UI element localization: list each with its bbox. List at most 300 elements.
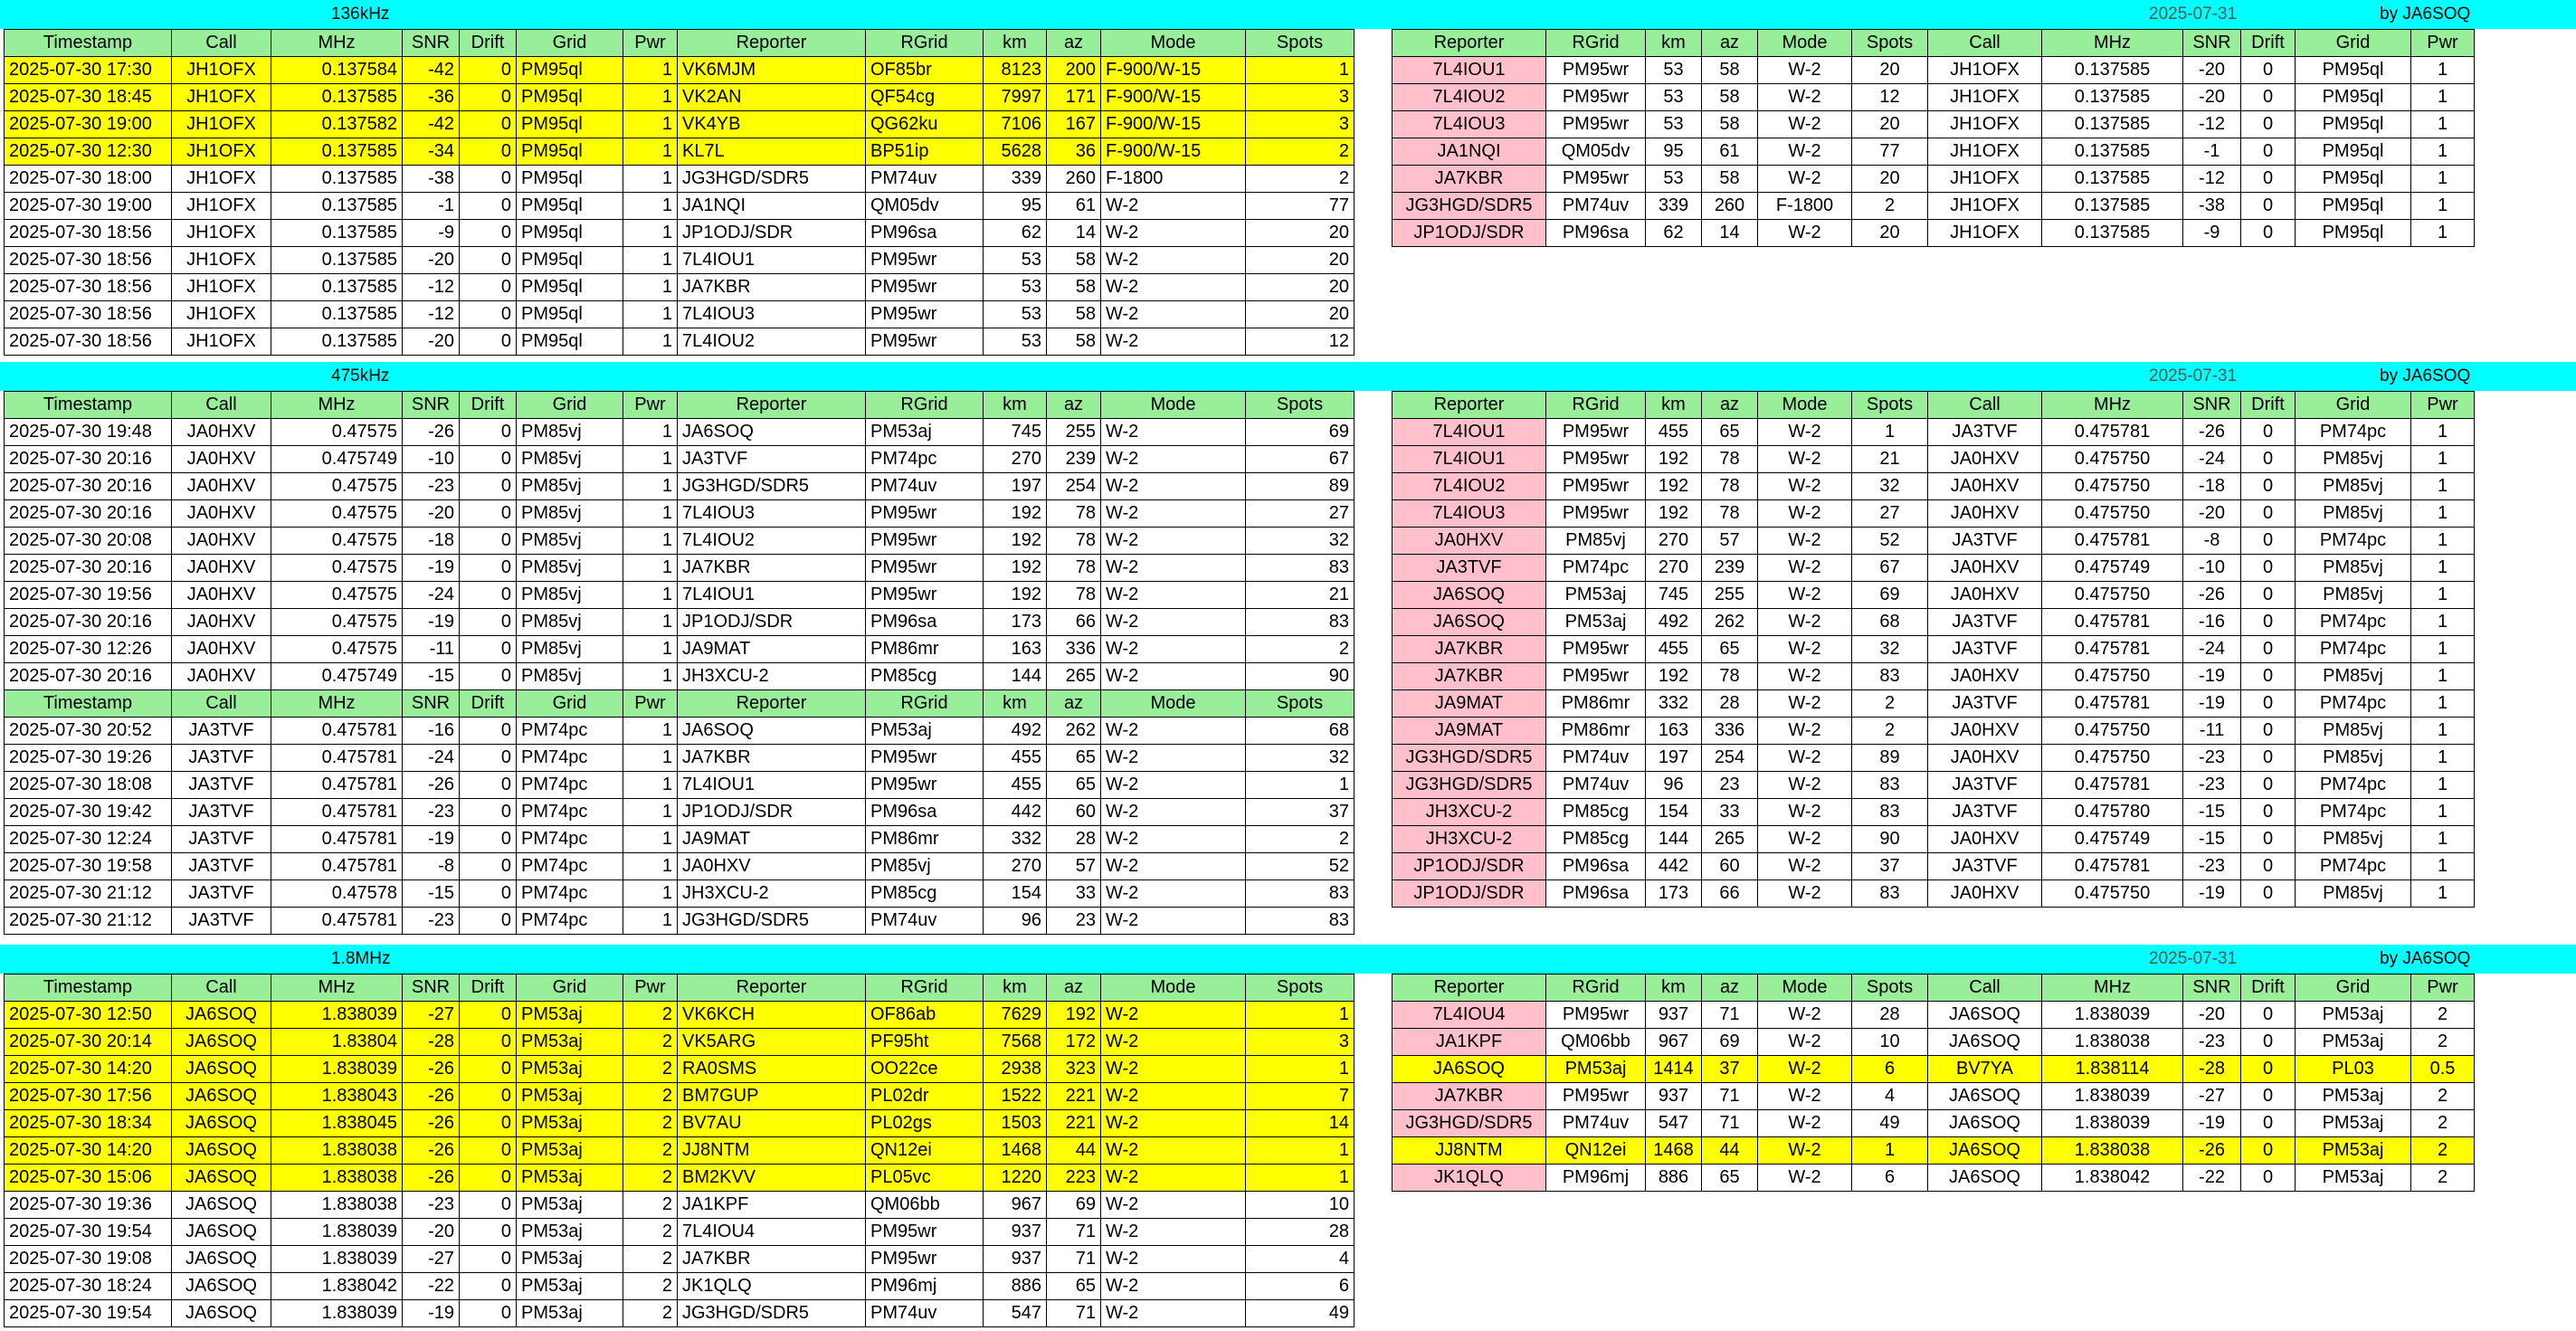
spot-row[interactable] <box>5 274 1355 301</box>
cell-call: JA3TVF <box>172 745 271 772</box>
cell-km: 154 <box>1646 799 1702 826</box>
reporter-row[interactable] <box>1393 473 2475 500</box>
cell-spots: 10 <box>1246 1192 1355 1219</box>
column-header-mhz: MHz <box>271 30 403 57</box>
cell-km: 144 <box>984 663 1047 690</box>
reporter-row[interactable] <box>1393 1002 2475 1029</box>
reporter-row[interactable] <box>1393 772 2475 799</box>
cell-rgrid: QM06bb <box>866 1192 984 1219</box>
cell-km: 332 <box>984 826 1047 853</box>
reporter-row[interactable] <box>1393 1056 2475 1083</box>
cell-pwr: 1 <box>623 772 678 799</box>
spot-row[interactable] <box>5 1165 1355 1192</box>
cell-mode: W-2 <box>1758 1029 1852 1056</box>
cell-az: 44 <box>1702 1137 1758 1165</box>
cell-az: 239 <box>1702 555 1758 582</box>
reporter-row[interactable] <box>1393 609 2475 636</box>
spot-row[interactable] <box>5 1300 1355 1327</box>
cell-reporter: 7L4IOU3 <box>1393 111 1546 138</box>
spot-row[interactable] <box>5 853 1355 880</box>
spot-row[interactable] <box>5 555 1355 582</box>
cell-drift: 0 <box>460 57 517 84</box>
cell-az: 71 <box>1047 1300 1101 1327</box>
cell-grid: PM85vj <box>517 446 623 473</box>
cell-snr: -11 <box>2183 718 2241 745</box>
column-header-drift: Drift <box>2241 30 2296 57</box>
cell-pwr: 1 <box>623 636 678 663</box>
cell-drift: 0 <box>460 446 517 473</box>
cell-timestamp: 2025-07-30 19:58 <box>5 853 172 880</box>
cell-call: JA6SOQ <box>172 1137 271 1165</box>
column-header-rgrid: RGrid <box>1546 392 1646 419</box>
cell-drift: 0 <box>2241 1165 2296 1192</box>
cell-grid: PM53aj <box>2296 1029 2411 1056</box>
cell-drift: 0 <box>460 1192 517 1219</box>
cell-spots: 32 <box>1852 473 1928 500</box>
cell-call: JA0HXV <box>1928 718 2042 745</box>
cell-grid: PM53aj <box>2296 1165 2411 1192</box>
cell-reporter: JA1KPF <box>678 1192 866 1219</box>
cell-mhz: 1.838042 <box>2042 1165 2183 1192</box>
cell-reporter: JH3XCU-2 <box>678 880 866 908</box>
column-header-az: az <box>1047 690 1101 718</box>
cell-pwr: 2 <box>2411 1002 2475 1029</box>
cell-rgrid: PM85vj <box>1546 528 1646 555</box>
cell-drift: 0 <box>2241 1137 2296 1165</box>
cell-call: JH1OFX <box>172 247 271 274</box>
cell-spots: 52 <box>1852 528 1928 555</box>
cell-call: JA0HXV <box>172 500 271 528</box>
cell-km: 5628 <box>984 138 1047 166</box>
spot-row[interactable] <box>5 1056 1355 1083</box>
cell-call: JA6SOQ <box>1928 1083 2042 1110</box>
cell-az: 28 <box>1047 826 1101 853</box>
reporter-row[interactable] <box>1393 636 2475 663</box>
cell-spots: 20 <box>1246 274 1355 301</box>
reporter-row[interactable] <box>1393 826 2475 853</box>
cell-rgrid: PM95wr <box>1546 446 1646 473</box>
cell-km: 937 <box>1646 1083 1702 1110</box>
cell-grid: PM74pc <box>517 880 623 908</box>
cell-call: JA0HXV <box>172 636 271 663</box>
column-header-grid: Grid <box>2296 974 2411 1002</box>
reporter-row[interactable] <box>1393 1165 2475 1192</box>
cell-mhz: 1.838038 <box>271 1192 403 1219</box>
spot-row[interactable] <box>5 1137 1355 1165</box>
cell-grid: PM95ql <box>2296 220 2411 247</box>
cell-rgrid: PM95wr <box>866 301 984 328</box>
spot-row[interactable] <box>5 1083 1355 1110</box>
spot-row[interactable] <box>5 772 1355 799</box>
cell-reporter: 7L4IOU2 <box>1393 84 1546 111</box>
cell-pwr: 0.5 <box>2411 1056 2475 1083</box>
reporter-row[interactable] <box>1393 166 2475 193</box>
cell-pwr: 2 <box>2411 1165 2475 1192</box>
spot-row[interactable] <box>5 609 1355 636</box>
cell-km: 53 <box>984 301 1047 328</box>
cell-mhz: 0.475750 <box>2042 880 2183 908</box>
cell-pwr: 2 <box>2411 1083 2475 1110</box>
cell-reporter: JA6SOQ <box>1393 582 1546 609</box>
cell-drift: 0 <box>460 473 517 500</box>
cell-km: 937 <box>984 1219 1047 1246</box>
cell-spots: 1 <box>1246 1056 1355 1083</box>
cell-grid: PM95ql <box>2296 193 2411 220</box>
cell-snr: -9 <box>403 220 460 247</box>
cell-spots: 2 <box>1852 718 1928 745</box>
cell-mode: W-2 <box>1101 609 1246 636</box>
cell-pwr: 1 <box>2411 166 2475 193</box>
cell-grid: PM53aj <box>517 1137 623 1165</box>
spot-row[interactable] <box>5 193 1355 220</box>
reporter-row[interactable] <box>1393 1137 2475 1165</box>
cell-km: 163 <box>984 636 1047 663</box>
cell-az: 71 <box>1702 1002 1758 1029</box>
cell-pwr: 1 <box>623 609 678 636</box>
cell-az: 44 <box>1047 1137 1101 1165</box>
cell-az: 65 <box>1047 1273 1101 1300</box>
cell-rgrid: PM85cg <box>1546 799 1646 826</box>
cell-drift: 0 <box>2241 1056 2296 1083</box>
spot-row[interactable] <box>5 328 1355 356</box>
spot-row[interactable] <box>5 220 1355 247</box>
cell-mode: W-2 <box>1758 1165 1852 1192</box>
cell-km: 192 <box>984 500 1047 528</box>
column-header-grid: Grid <box>517 30 623 57</box>
cell-mhz: 0.475781 <box>271 745 403 772</box>
cell-rgrid: PM95wr <box>866 328 984 356</box>
cell-mhz: 1.838038 <box>2042 1029 2183 1056</box>
cell-mode: W-2 <box>1101 1300 1246 1327</box>
cell-km: 492 <box>1646 609 1702 636</box>
spot-row[interactable] <box>5 1029 1355 1056</box>
column-header-mode: Mode <box>1758 974 1852 1002</box>
cell-km: 1220 <box>984 1165 1047 1192</box>
spot-row[interactable] <box>5 826 1355 853</box>
cell-call: JA0HXV <box>172 609 271 636</box>
spots-by-reporter-475khz <box>1392 391 2475 908</box>
cell-pwr: 1 <box>623 555 678 582</box>
cell-spots: 1 <box>1246 57 1355 84</box>
cell-grid: PM85vj <box>517 636 623 663</box>
cell-snr: -1 <box>2183 138 2241 166</box>
column-header-drift: Drift <box>460 974 517 1002</box>
cell-rgrid: PM86mr <box>866 826 984 853</box>
cell-spots: 4 <box>1246 1246 1355 1273</box>
cell-spots: 83 <box>1246 880 1355 908</box>
cell-reporter: 7L4IOU4 <box>678 1219 866 1246</box>
cell-drift: 0 <box>460 166 517 193</box>
spot-row[interactable] <box>5 908 1355 935</box>
cell-grid: PM53aj <box>2296 1137 2411 1165</box>
cell-rgrid: PM95wr <box>1546 636 1646 663</box>
column-header-mode: Mode <box>1101 30 1246 57</box>
reporter-row[interactable] <box>1393 718 2475 745</box>
reporter-row[interactable] <box>1393 1083 2475 1110</box>
cell-call: JA3TVF <box>172 772 271 799</box>
cell-spots: 83 <box>1852 772 1928 799</box>
cell-snr: -26 <box>403 1083 460 1110</box>
cell-mhz: 0.137585 <box>271 274 403 301</box>
cell-az: 171 <box>1047 84 1101 111</box>
cell-mhz: 0.137585 <box>2042 111 2183 138</box>
cell-mode: W-2 <box>1101 1083 1246 1110</box>
cell-pwr: 1 <box>2411 826 2475 853</box>
cell-drift: 0 <box>2241 745 2296 772</box>
cell-grid: PM85vj <box>2296 582 2411 609</box>
cell-grid: PM74pc <box>2296 609 2411 636</box>
cell-pwr: 1 <box>623 745 678 772</box>
spot-row[interactable] <box>5 247 1355 274</box>
cell-call: JH1OFX <box>1928 84 2042 111</box>
column-header-km: km <box>984 392 1047 419</box>
cell-pwr: 2 <box>2411 1029 2475 1056</box>
column-header-az: az <box>1702 30 1758 57</box>
cell-mode: W-2 <box>1758 138 1852 166</box>
spot-row[interactable] <box>5 166 1355 193</box>
cell-rgrid: BP51ip <box>866 138 984 166</box>
cell-mhz: 0.475781 <box>271 908 403 935</box>
reporter-row[interactable] <box>1393 582 2475 609</box>
cell-timestamp: 2025-07-30 19:00 <box>5 111 172 138</box>
cell-rgrid: PM74pc <box>1546 555 1646 582</box>
cell-rgrid: PM95wr <box>866 555 984 582</box>
spot-row[interactable] <box>5 473 1355 500</box>
cell-mode: F-900/W-15 <box>1101 57 1246 84</box>
reporter-row[interactable] <box>1393 745 2475 772</box>
cell-mode: W-2 <box>1101 446 1246 473</box>
cell-call: JH1OFX <box>172 301 271 328</box>
cell-grid: PM85vj <box>517 609 623 636</box>
cell-km: 192 <box>1646 663 1702 690</box>
cell-rgrid: PM96sa <box>866 220 984 247</box>
cell-spots: 6 <box>1852 1165 1928 1192</box>
cell-mhz: 0.137582 <box>271 111 403 138</box>
column-header-mhz: MHz <box>2042 974 2183 1002</box>
cell-km: 96 <box>1646 772 1702 799</box>
spot-row[interactable] <box>5 1246 1355 1273</box>
cell-drift: 0 <box>460 582 517 609</box>
cell-mode: F-900/W-15 <box>1101 111 1246 138</box>
reporter-row[interactable] <box>1393 690 2475 718</box>
cell-mhz: 0.475781 <box>271 799 403 826</box>
spot-row[interactable] <box>5 745 1355 772</box>
cell-km: 96 <box>984 908 1047 935</box>
cell-drift: 0 <box>460 274 517 301</box>
cell-az: 57 <box>1047 853 1101 880</box>
column-header-call: Call <box>1928 392 2042 419</box>
spot-row[interactable] <box>5 446 1355 473</box>
cell-pwr: 1 <box>623 57 678 84</box>
cell-grid: PM74pc <box>2296 419 2411 446</box>
cell-km: 173 <box>984 609 1047 636</box>
cell-mode: W-2 <box>1101 853 1246 880</box>
cell-reporter: JA0HXV <box>678 853 866 880</box>
spot-row[interactable] <box>5 1192 1355 1219</box>
reporter-row[interactable] <box>1393 84 2475 111</box>
report-date-475khz: 2025-07-31 <box>2149 366 2238 385</box>
cell-az: 254 <box>1702 745 1758 772</box>
cell-az: 58 <box>1702 57 1758 84</box>
spot-row[interactable] <box>5 500 1355 528</box>
cell-az: 260 <box>1702 193 1758 220</box>
cell-grid: PM85vj <box>517 528 623 555</box>
column-header-az: az <box>1702 974 1758 1002</box>
reporter-row[interactable] <box>1393 1029 2475 1056</box>
reporter-row[interactable] <box>1393 193 2475 220</box>
cell-snr: -38 <box>2183 193 2241 220</box>
spot-row[interactable] <box>5 799 1355 826</box>
spot-row[interactable] <box>5 138 1355 166</box>
cell-pwr: 1 <box>2411 84 2475 111</box>
cell-snr: -19 <box>403 1300 460 1327</box>
right-table-1-8mhz-header-row <box>1393 974 2475 1002</box>
spot-row[interactable] <box>5 718 1355 745</box>
cell-timestamp: 2025-07-30 18:24 <box>5 1273 172 1300</box>
reporter-row[interactable] <box>1393 500 2475 528</box>
cell-mhz: 0.475781 <box>2042 853 2183 880</box>
spot-row[interactable] <box>5 301 1355 328</box>
cell-drift: 0 <box>2241 1083 2296 1110</box>
cell-mhz: 0.475781 <box>271 772 403 799</box>
cell-reporter: JG3HGD/SDR5 <box>678 908 866 935</box>
reporter-row[interactable] <box>1393 555 2475 582</box>
cell-drift: 0 <box>2241 555 2296 582</box>
column-header-mhz: MHz <box>2042 30 2183 57</box>
cell-timestamp: 2025-07-30 20:16 <box>5 555 172 582</box>
cell-snr: -19 <box>2183 690 2241 718</box>
spot-row[interactable] <box>5 1110 1355 1137</box>
cell-az: 58 <box>1702 84 1758 111</box>
cell-call: JA3TVF <box>172 799 271 826</box>
cell-pwr: 1 <box>623 718 678 745</box>
cell-km: 332 <box>1646 690 1702 718</box>
reporter-row[interactable] <box>1393 111 2475 138</box>
cell-drift: 0 <box>460 419 517 446</box>
cell-spots: 14 <box>1246 1110 1355 1137</box>
spot-row[interactable] <box>5 880 1355 908</box>
cell-rgrid: PM95wr <box>1546 419 1646 446</box>
reporter-row[interactable] <box>1393 799 2475 826</box>
reporter-row[interactable] <box>1393 1110 2475 1137</box>
cell-rgrid: PM53aj <box>1546 609 1646 636</box>
column-header-grid: Grid <box>2296 30 2411 57</box>
cell-mode: W-2 <box>1101 880 1246 908</box>
cell-reporter: JA9MAT <box>678 826 866 853</box>
cell-km: 339 <box>984 166 1047 193</box>
spot-row[interactable] <box>5 84 1355 111</box>
column-header-reporter: Reporter <box>678 30 866 57</box>
cell-grid: PM85vj <box>2296 555 2411 582</box>
column-header-spots: Spots <box>1852 30 1928 57</box>
spot-row[interactable] <box>5 582 1355 609</box>
cell-grid: PM85vj <box>2296 500 2411 528</box>
cell-timestamp: 2025-07-30 19:08 <box>5 1246 172 1273</box>
reporter-row[interactable] <box>1393 419 2475 446</box>
cell-timestamp: 2025-07-30 19:48 <box>5 419 172 446</box>
column-header-mode: Mode <box>1101 392 1246 419</box>
cell-mhz: 1.838038 <box>2042 1137 2183 1165</box>
column-header-call: Call <box>172 974 271 1002</box>
cell-km: 53 <box>1646 166 1702 193</box>
cell-call: JA0HXV <box>1928 500 2042 528</box>
cell-az: 60 <box>1702 853 1758 880</box>
spot-row[interactable] <box>5 663 1355 690</box>
cell-spots: 69 <box>1852 582 1928 609</box>
cell-grid: PM74pc <box>2296 853 2411 880</box>
cell-call: JA6SOQ <box>172 1056 271 1083</box>
cell-reporter: JP1ODJ/SDR <box>1393 220 1546 247</box>
cell-pwr: 2 <box>623 1056 678 1083</box>
cell-pwr: 2 <box>623 1246 678 1273</box>
cell-timestamp: 2025-07-30 18:45 <box>5 84 172 111</box>
cell-az: 14 <box>1702 220 1758 247</box>
spot-row[interactable] <box>5 419 1355 446</box>
cell-call: JA0HXV <box>172 663 271 690</box>
cell-reporter: BV7AU <box>678 1110 866 1137</box>
spot-row[interactable] <box>5 111 1355 138</box>
reporter-row[interactable] <box>1393 528 2475 555</box>
cell-reporter: JA0HXV <box>1393 528 1546 555</box>
cell-mhz: 0.137585 <box>2042 166 2183 193</box>
cell-snr: -23 <box>403 799 460 826</box>
cell-reporter: JA6SOQ <box>1393 1056 1546 1083</box>
cell-km: 197 <box>984 473 1047 500</box>
reporter-row[interactable] <box>1393 663 2475 690</box>
spot-row[interactable] <box>5 57 1355 84</box>
spot-row[interactable] <box>5 1219 1355 1246</box>
cell-rgrid: PM74uv <box>866 908 984 935</box>
cell-reporter: JG3HGD/SDR5 <box>1393 745 1546 772</box>
cell-mhz: 0.137585 <box>271 84 403 111</box>
cell-km: 270 <box>984 446 1047 473</box>
cell-snr: -16 <box>403 718 460 745</box>
column-header-km: km <box>984 974 1047 1002</box>
cell-mode: W-2 <box>1758 111 1852 138</box>
column-header-mode: Mode <box>1101 690 1246 718</box>
cell-pwr: 1 <box>623 446 678 473</box>
cell-drift: 0 <box>460 1300 517 1327</box>
reporter-row[interactable] <box>1393 138 2475 166</box>
reporter-row[interactable] <box>1393 880 2475 908</box>
cell-timestamp: 2025-07-30 20:08 <box>5 528 172 555</box>
spot-row[interactable] <box>5 636 1355 663</box>
reporter-row[interactable] <box>1393 446 2475 473</box>
cell-snr: -26 <box>2183 419 2241 446</box>
column-header-spots: Spots <box>1852 392 1928 419</box>
cell-mode: W-2 <box>1758 528 1852 555</box>
spot-row[interactable] <box>5 1273 1355 1300</box>
cell-pwr: 1 <box>623 663 678 690</box>
spot-row[interactable] <box>5 528 1355 555</box>
column-header-reporter: Reporter <box>678 690 866 718</box>
cell-az: 71 <box>1047 1219 1101 1246</box>
reporter-row[interactable] <box>1393 220 2475 247</box>
cell-timestamp: 2025-07-30 19:42 <box>5 799 172 826</box>
column-header-reporter: Reporter <box>1393 30 1546 57</box>
cell-mode: F-1800 <box>1101 166 1246 193</box>
cell-grid: PM95ql <box>2296 57 2411 84</box>
cell-az: 78 <box>1047 555 1101 582</box>
reporter-row[interactable] <box>1393 57 2475 84</box>
cell-grid: PM53aj <box>517 1300 623 1327</box>
cell-timestamp: 2025-07-30 14:20 <box>5 1056 172 1083</box>
spot-row[interactable] <box>5 1002 1355 1029</box>
cell-km: 455 <box>1646 419 1702 446</box>
reporter-row[interactable] <box>1393 853 2475 880</box>
cell-pwr: 1 <box>623 799 678 826</box>
cell-grid: PM95ql <box>517 57 623 84</box>
